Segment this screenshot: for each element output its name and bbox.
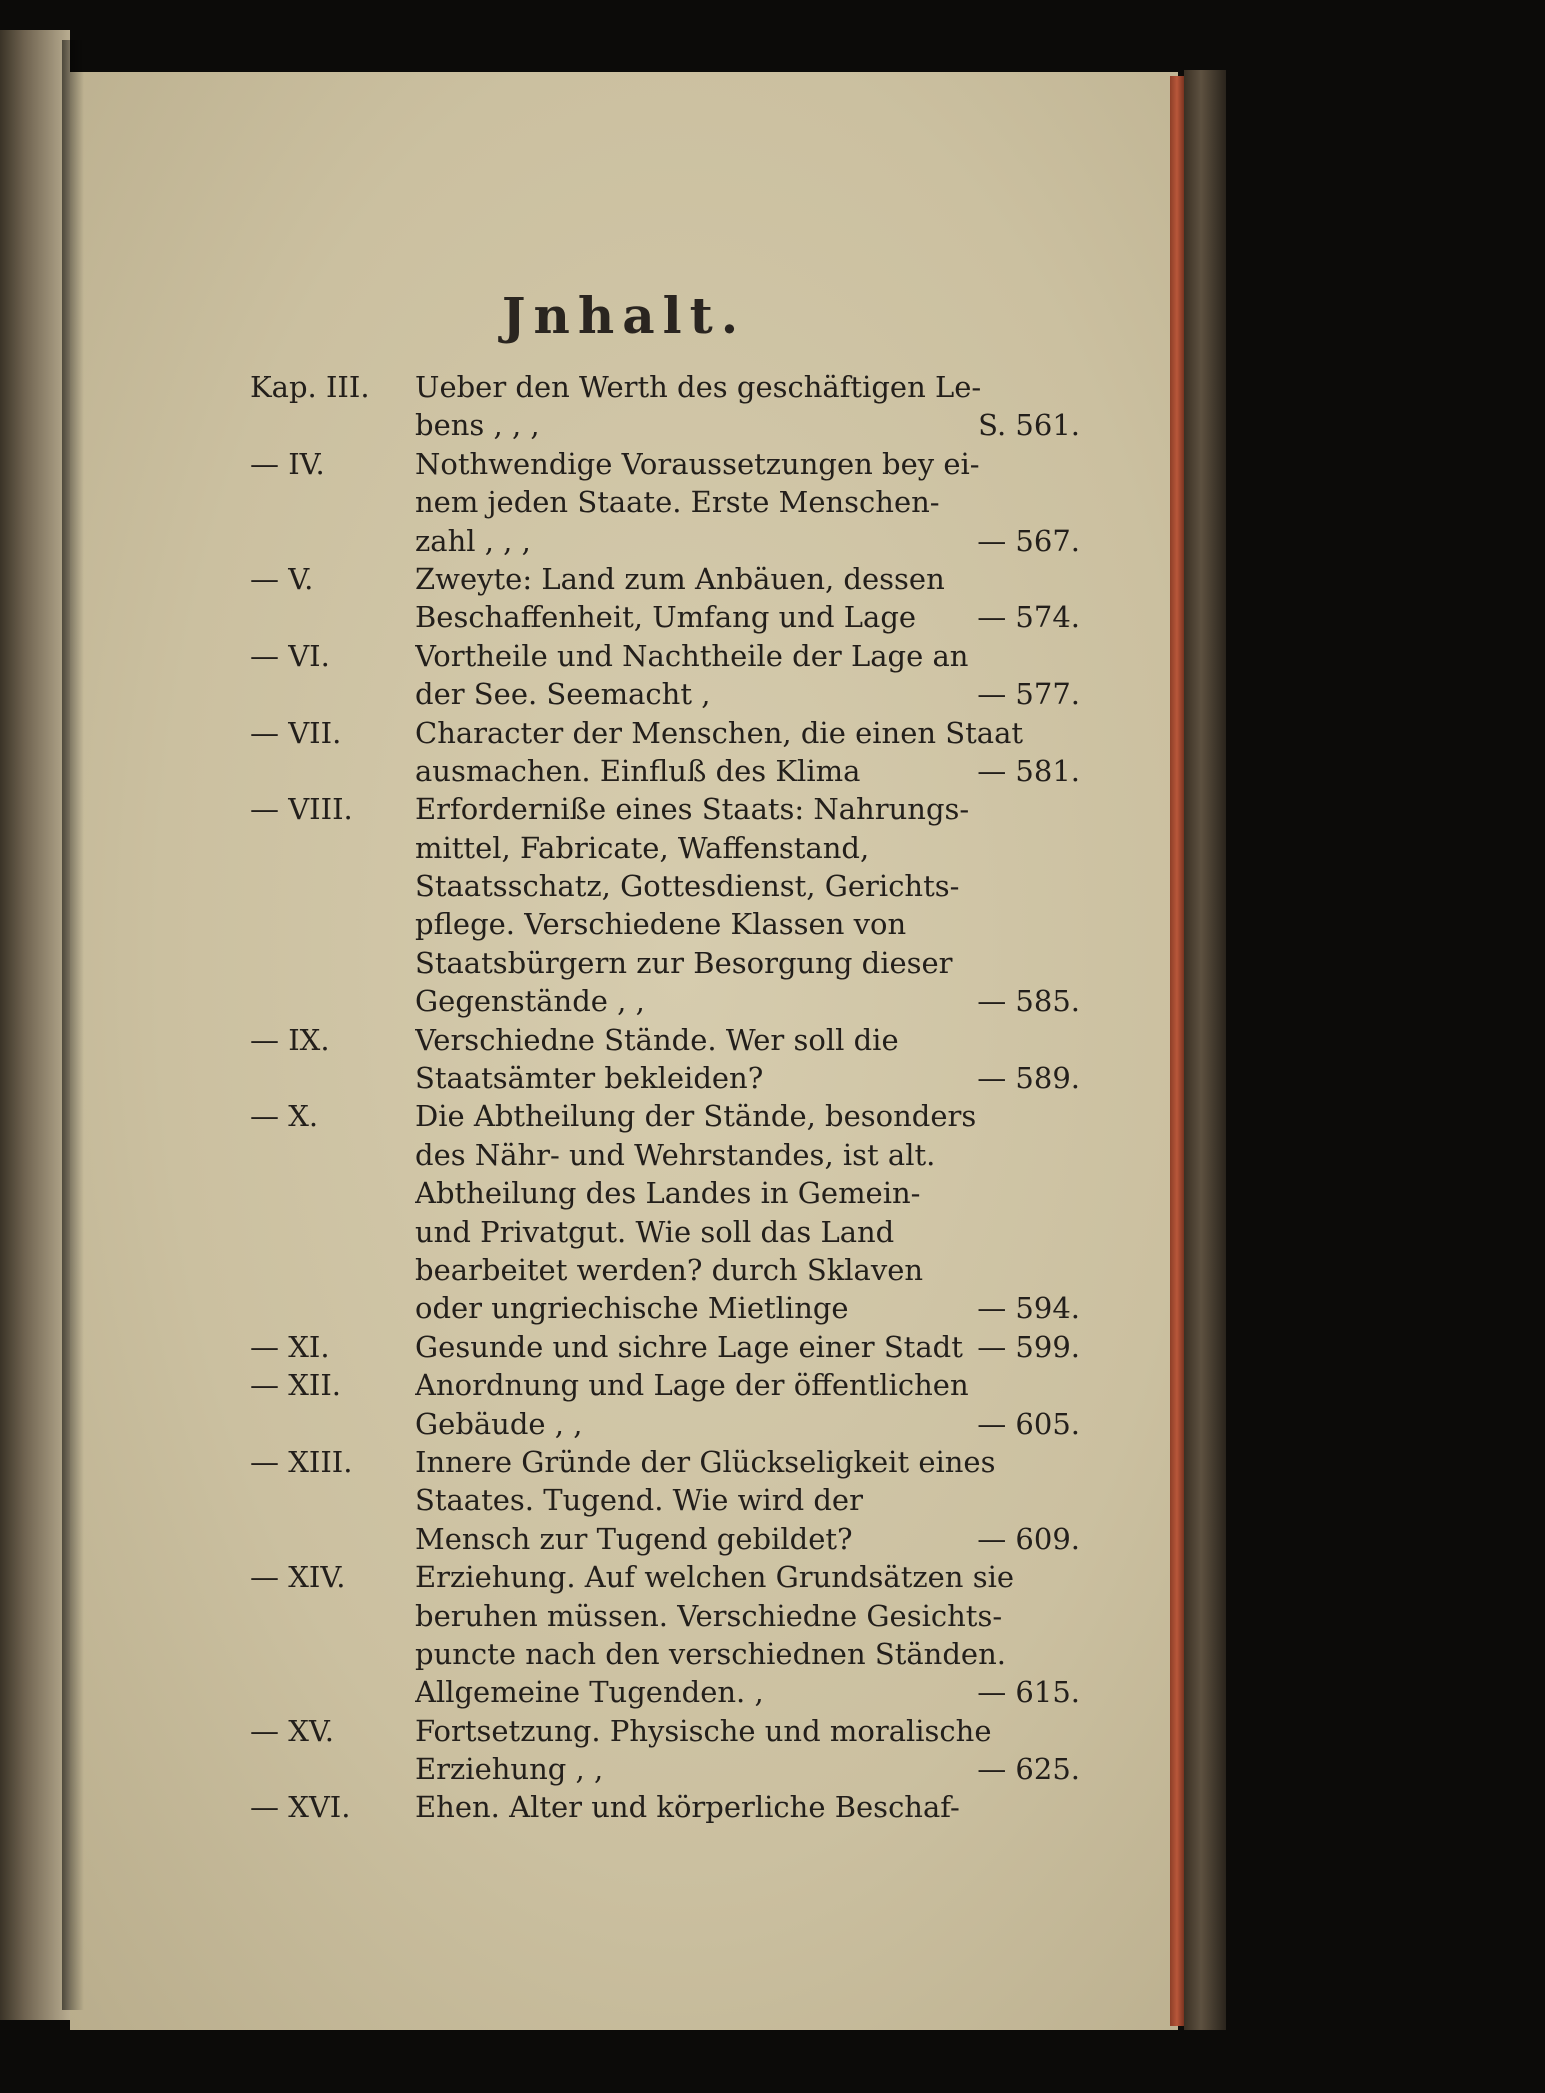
- toc-line: [415, 1366, 1080, 1404]
- toc-line: [415, 829, 1080, 867]
- toc-line: [415, 1481, 1080, 1519]
- chapter-title-text: Staatsämter bekleiden?: [415, 1061, 764, 1096]
- toc-line: [415, 406, 1080, 444]
- page-number: — 567.: [977, 523, 1080, 558]
- toc-line: [415, 1597, 1080, 1635]
- toc-line: [415, 522, 1080, 560]
- page-title: Jnhalt.: [501, 286, 747, 345]
- toc-line: [415, 1136, 1080, 1174]
- chapter-title-text: Staatsbürgern zur Besorgung dieser: [415, 945, 953, 980]
- chapter-number: — V.: [250, 561, 314, 596]
- toc-line: [415, 1213, 1080, 1251]
- toc-entry: [250, 1712, 1080, 1789]
- left-page-edge: [0, 30, 70, 2020]
- page-number: — 594.: [977, 1291, 1080, 1326]
- book-binding: [1184, 70, 1226, 2030]
- chapter-number: — XI.: [250, 1329, 330, 1364]
- page-number: — 585.: [977, 984, 1080, 1019]
- toc-line: [415, 1021, 1080, 1059]
- chapter-title-text: Allgemeine Tugenden. ,: [415, 1675, 764, 1710]
- toc-line: [415, 637, 1080, 675]
- page-number: — 577.: [977, 677, 1080, 712]
- chapter-title-text: Die Abtheilung der Stände, besonders: [415, 1099, 977, 1134]
- book-page: [70, 72, 1178, 2030]
- chapter-number: — IV.: [250, 446, 325, 481]
- toc-entry: [250, 790, 1080, 1020]
- toc-line: [415, 714, 1080, 752]
- toc-line: [415, 790, 1080, 828]
- toc-line: [415, 1405, 1080, 1443]
- toc-line: [415, 675, 1080, 713]
- chapter-title-text: und Privatgut. Wie soll das Land: [415, 1214, 895, 1249]
- toc-line: [415, 1097, 1080, 1135]
- toc-entry: [250, 637, 1080, 714]
- toc-line: [415, 905, 1080, 943]
- chapter-title-text: Gebäude , ,: [415, 1406, 583, 1441]
- toc-line: [415, 368, 1080, 406]
- toc-line: [415, 1788, 1080, 1826]
- toc-entry: [250, 368, 1080, 445]
- page-number: — 625.: [977, 1752, 1080, 1787]
- chapter-title-text: mittel, Fabricate, Waffenstand,: [415, 830, 870, 865]
- spine-shadow: [62, 40, 84, 2010]
- chapter-number: — IX.: [250, 1022, 330, 1057]
- chapter-number: — XIII.: [250, 1444, 353, 1479]
- toc-line: [415, 1712, 1080, 1750]
- toc-line: [415, 752, 1080, 790]
- chapter-title-text: der See. Seemacht ,: [415, 677, 711, 712]
- chapter-title-text: oder ungriechische Mietlinge: [415, 1291, 849, 1326]
- chapter-title-text: nem jeden Staate. Erste Menschen-: [415, 485, 940, 520]
- toc-entry: [250, 1443, 1080, 1558]
- toc-line: [415, 1558, 1080, 1596]
- chapter-title-text: Innere Gründe der Glückseligkeit eines: [415, 1444, 996, 1479]
- chapter-title-text: Staatsschatz, Gottesdienst, Gerichts-: [415, 869, 960, 904]
- chapter-title-text: Vortheile und Nachtheile der Lage an: [415, 638, 969, 673]
- toc-entry: [250, 1021, 1080, 1098]
- chapter-title-text: Mensch zur Tugend gebildet?: [415, 1521, 853, 1556]
- chapter-number: — X.: [250, 1099, 319, 1134]
- toc-line: [415, 598, 1080, 636]
- chapter-number: — XII.: [250, 1368, 341, 1403]
- toc-line: [415, 1174, 1080, 1212]
- chapter-title-text: Character der Menschen, die einen Staat: [415, 715, 1024, 750]
- chapter-number: — VI.: [250, 638, 330, 673]
- toc-line: [415, 1750, 1080, 1788]
- chapter-title-text: Fortsetzung. Physische und moralische: [415, 1713, 992, 1748]
- page-number: — 615.: [977, 1675, 1080, 1710]
- toc-line: [415, 1673, 1080, 1711]
- chapter-title-text: puncte nach den verschiednen Ständen.: [415, 1636, 1006, 1671]
- chapter-title-text: Anordnung und Lage der öffentlichen: [415, 1368, 969, 1403]
- toc-line: [415, 1520, 1080, 1558]
- red-page-edge: [1170, 76, 1184, 2026]
- chapter-title-text: pflege. Verschiedene Klassen von: [415, 907, 907, 942]
- chapter-title-text: Verschiedne Stände. Wer soll die: [415, 1022, 899, 1057]
- toc-line: [415, 1059, 1080, 1097]
- toc-line: [415, 1328, 1080, 1366]
- page-number: — 599.: [977, 1329, 1080, 1364]
- chapter-title-text: Beschaffenheit, Umfang und Lage: [415, 600, 917, 635]
- toc-line: [415, 982, 1080, 1020]
- toc-line: [415, 445, 1080, 483]
- chapter-number: — XV.: [250, 1713, 334, 1748]
- chapter-title-text: Erziehung , ,: [415, 1752, 604, 1787]
- toc-entry: [250, 1366, 1080, 1443]
- toc-entry: [250, 445, 1080, 560]
- page-number: — 574.: [977, 600, 1080, 635]
- chapter-title-text: des Nähr- und Wehrstandes, ist alt.: [415, 1137, 936, 1172]
- toc-entry: [250, 1788, 1080, 1826]
- page-number: — 605.: [977, 1406, 1080, 1441]
- chapter-title-text: bearbeitet werden? durch Sklaven: [415, 1252, 924, 1287]
- chapter-number: — VIII.: [250, 792, 353, 827]
- toc-entry: [250, 714, 1080, 791]
- table-of-contents: [250, 368, 1080, 1827]
- toc-line: [415, 483, 1080, 521]
- chapter-title-text: Erziehung. Auf welchen Grundsätzen sie: [415, 1560, 1015, 1595]
- chapter-number: — XVI.: [250, 1790, 351, 1825]
- toc-line: [415, 1443, 1080, 1481]
- page-number: — 581.: [977, 753, 1080, 788]
- chapter-title-text: Ehen. Alter und körperliche Beschaf-: [415, 1790, 960, 1825]
- toc-line: [415, 867, 1080, 905]
- chapter-title-text: Nothwendige Voraussetzungen bey ei-: [415, 446, 980, 481]
- chapter-title-text: beruhen müssen. Verschiedne Gesichts-: [415, 1598, 1003, 1633]
- chapter-number: — VII.: [250, 715, 342, 750]
- toc-entry: [250, 1558, 1080, 1712]
- toc-line: [415, 944, 1080, 982]
- page-number: — 589.: [977, 1061, 1080, 1096]
- toc-line: [415, 1635, 1080, 1673]
- chapter-title-text: bens , , ,: [415, 408, 540, 443]
- toc-entry: [250, 1097, 1080, 1327]
- chapter-title-text: zahl , , ,: [415, 523, 531, 558]
- chapter-title-text: Staates. Tugend. Wie wird der: [415, 1483, 863, 1518]
- chapter-title-text: ausmachen. Einfluß des Klima: [415, 753, 861, 788]
- chapter-title-text: Gesunde und sichre Lage einer Stadt: [415, 1329, 963, 1364]
- toc-line: [415, 1289, 1080, 1327]
- chapter-title-text: Ueber den Werth des geschäftigen Le-: [415, 370, 982, 404]
- chapter-title-text: Gegenstände , ,: [415, 984, 645, 1019]
- page-number: — 609.: [977, 1521, 1080, 1556]
- page-number: S. 561.: [978, 408, 1080, 443]
- toc-entry: [250, 1328, 1080, 1366]
- toc-line: [415, 1251, 1080, 1289]
- chapter-number: — XIV.: [250, 1560, 346, 1595]
- chapter-title-text: Abtheilung des Landes in Gemein-: [415, 1176, 921, 1211]
- chapter-number: Kap. III.: [250, 370, 370, 404]
- toc-entry: [250, 560, 1080, 637]
- chapter-title-text: Erforderniße eines Staats: Nahrungs-: [415, 792, 970, 827]
- toc-line: [415, 560, 1080, 598]
- chapter-title-text: Zweyte: Land zum Anbäuen, dessen: [415, 561, 945, 596]
